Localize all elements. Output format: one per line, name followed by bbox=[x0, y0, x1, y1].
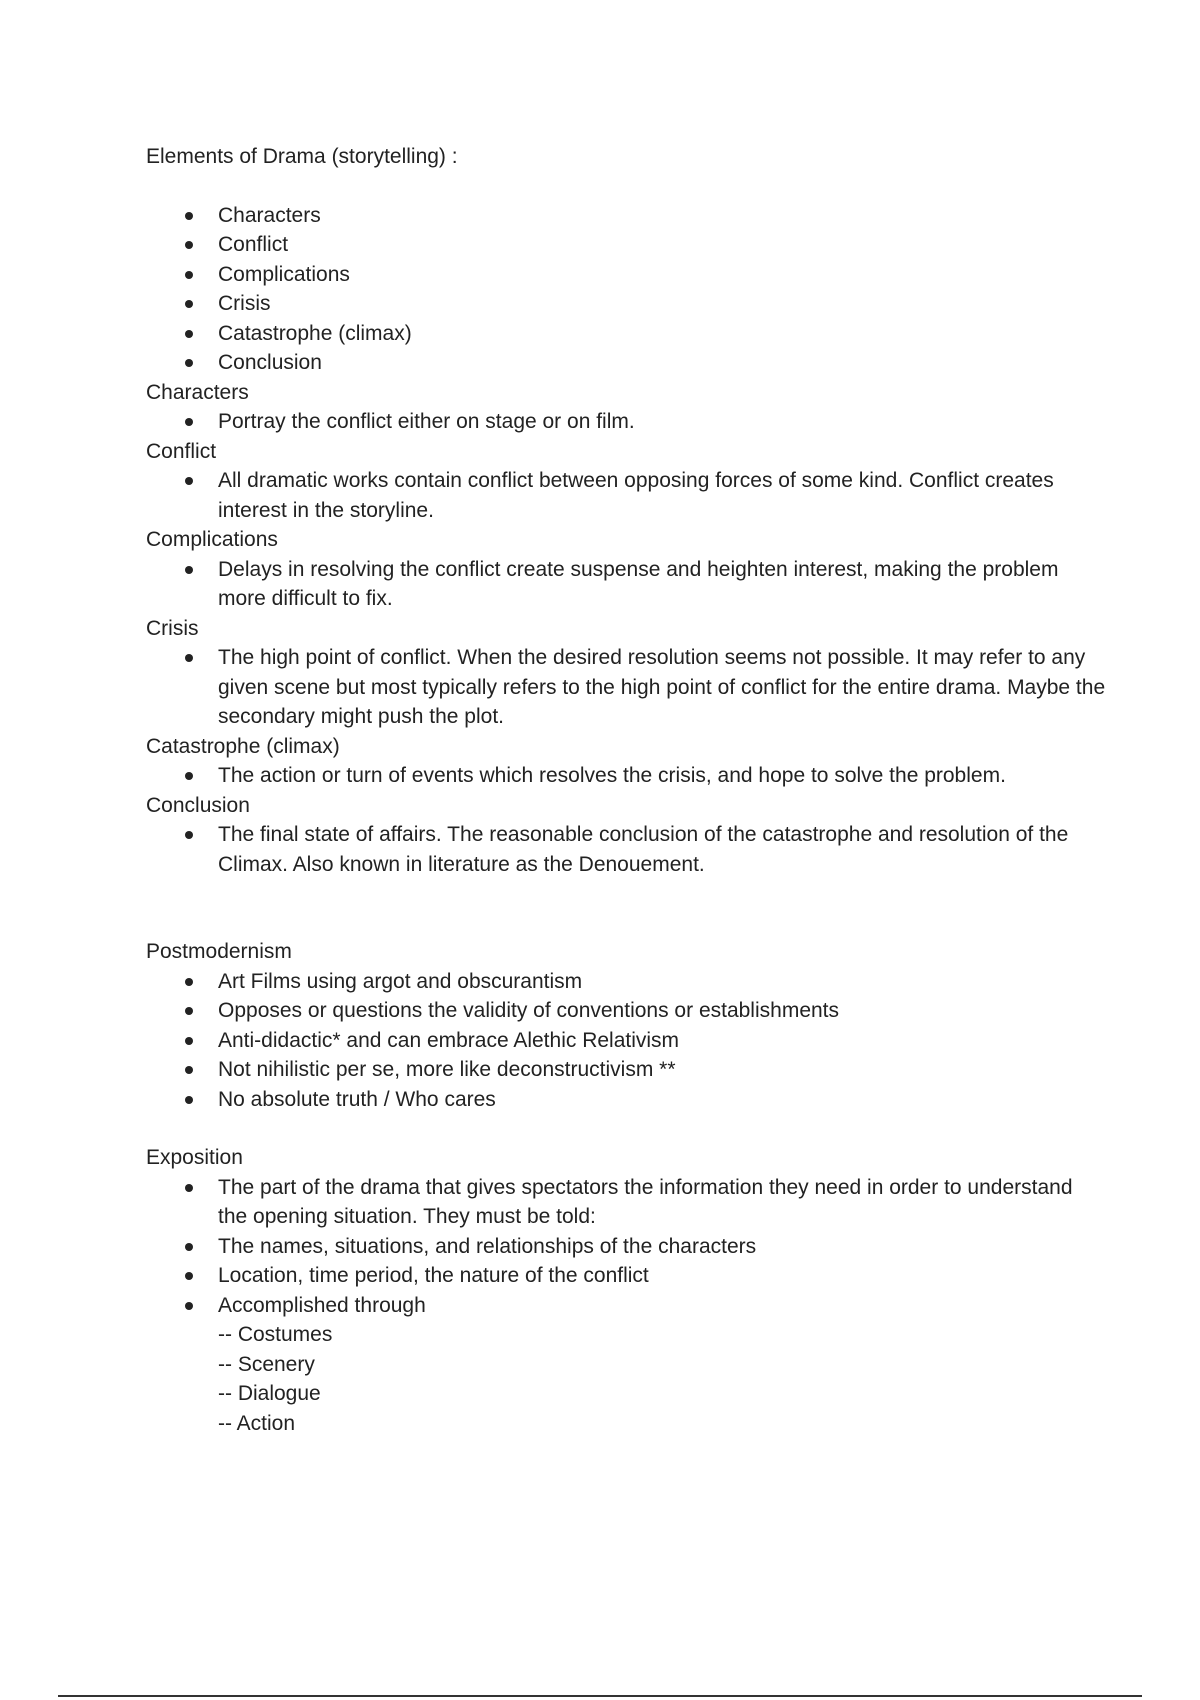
list-item: Not nihilistic per se, more like deconstructivism ** bbox=[146, 1055, 1106, 1085]
elements-list bbox=[146, 201, 1106, 378]
list-item: Accomplished through bbox=[146, 1291, 1106, 1321]
list-item: Crisis bbox=[146, 289, 1106, 319]
page-bottom-rule bbox=[58, 1695, 1142, 1697]
list-item: Art Films using argot and obscurantism bbox=[146, 967, 1106, 997]
section-bullets bbox=[146, 555, 1106, 614]
section-bullets bbox=[146, 643, 1106, 732]
postmodernism-list bbox=[146, 967, 1106, 1115]
section-heading: Conflict bbox=[146, 439, 217, 463]
section-bullets bbox=[146, 466, 1106, 525]
list-item: Conflict bbox=[146, 230, 1106, 260]
sub-list-item: -- Scenery bbox=[218, 1352, 315, 1376]
section-heading: Characters bbox=[146, 380, 249, 404]
document-title: Elements of Drama (storytelling) : bbox=[146, 145, 458, 168]
list-item: Portray the conflict either on stage or on film. bbox=[146, 407, 1106, 437]
list-item: Characters bbox=[146, 201, 1106, 231]
list-item: The final state of affairs. The reasonable conclusion of the catastrophe and resolution of the Climax. Also known in literature as the Denouement. bbox=[146, 820, 1106, 879]
exposition-sub-list bbox=[146, 1320, 1106, 1438]
section-heading: Crisis bbox=[146, 616, 199, 640]
section-bullets bbox=[146, 820, 1106, 879]
section-bullets bbox=[146, 761, 1106, 791]
list-item: Catastrophe (climax) bbox=[146, 319, 1106, 349]
section-heading: Complications bbox=[146, 528, 278, 551]
list-item: Delays in resolving the conflict create suspense and heighten interest, making the problem more difficult to fix. bbox=[146, 555, 1106, 614]
section-heading: Conclusion bbox=[146, 793, 250, 817]
sub-list-item: -- Costumes bbox=[218, 1323, 333, 1346]
list-item: Location, time period, the nature of the conflict bbox=[146, 1261, 1106, 1291]
list-item: The action or turn of events which resolves the crisis, and hope to solve the problem. bbox=[146, 761, 1106, 791]
list-item: All dramatic works contain conflict between opposing forces of some kind. Conflict creates interest in the storyline. bbox=[146, 466, 1106, 525]
postmodernism-heading: Postmodernism bbox=[146, 940, 292, 963]
exposition-list bbox=[146, 1173, 1106, 1321]
list-item: Complications bbox=[146, 260, 1106, 290]
document-page bbox=[146, 142, 1106, 1438]
list-item: Opposes or questions the validity of conventions or establishments bbox=[146, 996, 1106, 1026]
list-item: Conclusion bbox=[146, 348, 1106, 378]
list-item: No absolute truth / Who cares bbox=[146, 1085, 1106, 1115]
exposition-heading: Exposition bbox=[146, 1146, 243, 1169]
section-heading: Catastrophe (climax) bbox=[146, 734, 340, 758]
list-item: Anti-didactic* and can embrace Alethic Relativism bbox=[146, 1026, 1106, 1056]
section-bullets bbox=[146, 407, 1106, 437]
list-item: The names, situations, and relationships of the characters bbox=[146, 1232, 1106, 1262]
list-item: The high point of conflict. When the desired resolution seems not possible. It may refer to any given scene but most typically refers to the high point of conflict for the entire drama. Maybe the secondary might push the plot. bbox=[146, 643, 1106, 732]
list-item: The part of the drama that gives spectators the information they need in order to understand the opening situation. They must be told: bbox=[146, 1173, 1106, 1232]
sub-list-item: -- Action bbox=[218, 1411, 296, 1435]
sub-list-item: -- Dialogue bbox=[218, 1382, 321, 1405]
